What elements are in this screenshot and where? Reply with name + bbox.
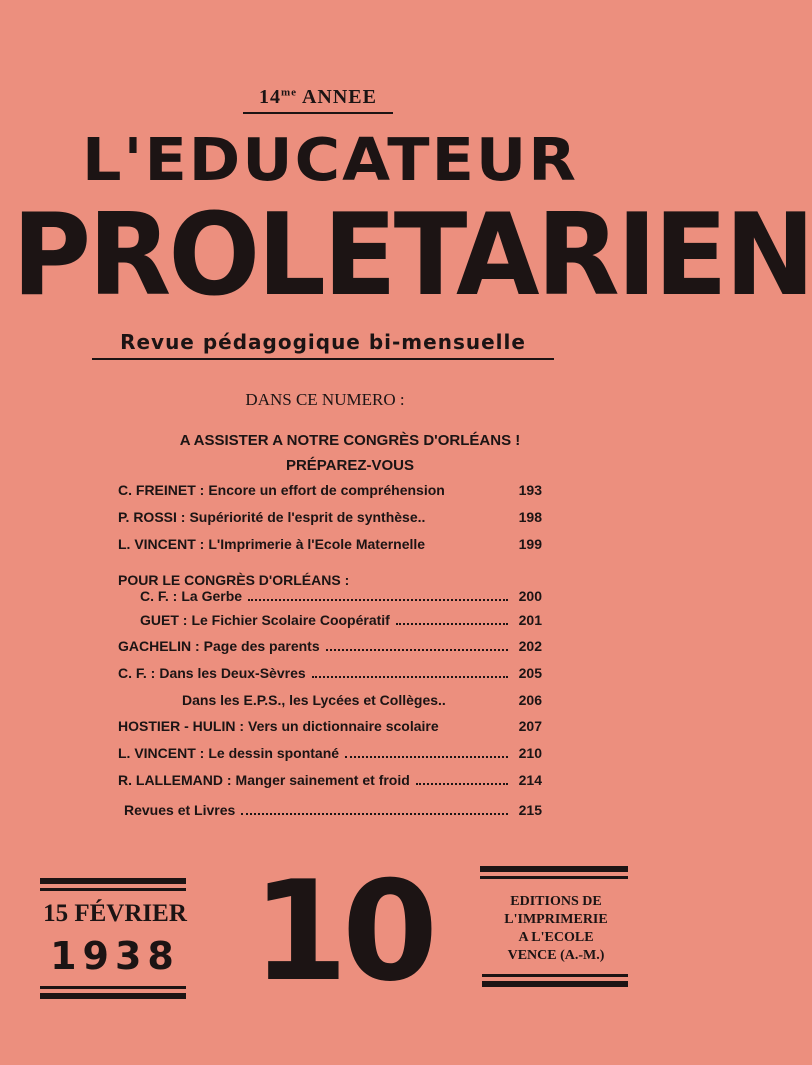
date-day: 15 FÉVRIER (43, 900, 187, 927)
rule (482, 981, 628, 987)
toc-author: C. F. : (118, 665, 156, 681)
subtitle: Revue pédagogique bi-mensuelle (92, 330, 554, 360)
toc-author: HOSTIER - HULIN : (118, 718, 244, 734)
toc-author: C. F. : (140, 588, 178, 604)
toc-entry (140, 588, 542, 608)
edition-number: 14 (259, 86, 282, 108)
toc-title: Le dessin spontané (208, 745, 340, 761)
rule (40, 878, 186, 884)
toc-entry (118, 482, 542, 502)
toc-leader (431, 521, 508, 522)
issue-number: 10 (252, 851, 433, 1012)
toc-page: 205 (518, 665, 542, 681)
toc-entry (118, 665, 542, 685)
toc-page: 215 (518, 802, 542, 818)
toc-entry (118, 509, 542, 529)
toc-title: La Gerbe (181, 588, 243, 604)
toc-leader (416, 782, 508, 785)
toc-leader (326, 648, 508, 651)
rule (40, 888, 186, 891)
date-year: 1938 (50, 934, 180, 978)
toc-title: Manger sainement et froid (235, 772, 410, 788)
toc-title: Vers un dictionnaire scolaire (248, 718, 439, 734)
toc-page: 207 (518, 718, 542, 734)
toc-title: L'Imprimerie à l'Ecole Maternelle (208, 536, 426, 552)
toc-author: L. VINCENT : (118, 745, 205, 761)
publisher-line: A L'ECOLE (518, 930, 594, 945)
toc-entry (118, 536, 542, 556)
title-line-1: L'EDUCATEUR (81, 124, 579, 195)
toc-leader (248, 598, 508, 601)
toc-page: 201 (518, 612, 542, 628)
toc-leader (241, 812, 508, 815)
toc-entry (182, 692, 542, 712)
toc-leader (451, 494, 508, 495)
toc-author: GUET : (140, 612, 188, 628)
rule (480, 876, 628, 879)
toc-entry (118, 638, 542, 658)
toc-leader (452, 704, 508, 705)
toc-title: Le Fichier Scolaire Coopératif (191, 612, 390, 628)
toc-title: Supériorité de l'esprit de synthèse.. (189, 509, 426, 525)
section-label: POUR LE CONGRÈS D'ORLÉANS : (118, 572, 350, 588)
toc-entry (118, 718, 542, 738)
rule (480, 866, 628, 872)
publisher-line: L'IMPRIMERIE (504, 912, 608, 927)
contents-heading: DANS CE NUMERO : (245, 390, 405, 409)
toc-entry (118, 772, 542, 792)
toc-page: 193 (518, 482, 542, 498)
edition-word: ANNEE (301, 86, 377, 108)
toc-page: 210 (518, 745, 542, 761)
toc-title: Dans les Deux-Sèvres (159, 665, 306, 681)
toc-author: GACHELIN : (118, 638, 200, 654)
toc-page: 198 (518, 509, 542, 525)
toc-page: 214 (518, 772, 542, 788)
toc-title: Revues et Livres (124, 802, 236, 818)
toc-author: P. ROSSI : (118, 509, 186, 525)
publisher-block (482, 893, 630, 965)
toc-entry (124, 802, 542, 822)
toc-title: Encore un effort de compréhension (208, 482, 445, 498)
toc-page: 199 (518, 536, 542, 552)
rule (40, 986, 186, 989)
edition-label (243, 86, 393, 114)
toc-leader (312, 675, 508, 678)
rule (482, 974, 628, 977)
toc-leader (345, 755, 508, 758)
toc-author: R. LALLEMAND : (118, 772, 232, 788)
toc-title: Page des parents (203, 638, 320, 654)
toc-entry (140, 612, 542, 632)
toc-leader (445, 730, 508, 731)
publisher-line: VENCE (A.-M.) (507, 948, 605, 963)
headline-1: A ASSISTER A NOTRE CONGRÈS D'ORLÉANS ! (179, 432, 521, 449)
publisher-line: EDITIONS DE (510, 894, 602, 909)
title-line-2: PROLETARIEN (12, 189, 812, 322)
toc-author: L. VINCENT : (118, 536, 205, 552)
toc-leader (396, 622, 508, 625)
toc-page: 202 (518, 638, 542, 654)
toc-title: Dans les E.P.S., les Lycées et Collèges.. (182, 692, 446, 708)
toc-page: 200 (518, 588, 542, 604)
toc-author: C. FREINET : (118, 482, 205, 498)
toc-page: 206 (518, 692, 542, 708)
toc-entry (118, 745, 542, 765)
headline-2: PRÉPAREZ-VOUS (285, 457, 415, 474)
rule (40, 993, 186, 999)
toc-leader (431, 548, 508, 549)
edition-suffix: me (281, 86, 298, 99)
